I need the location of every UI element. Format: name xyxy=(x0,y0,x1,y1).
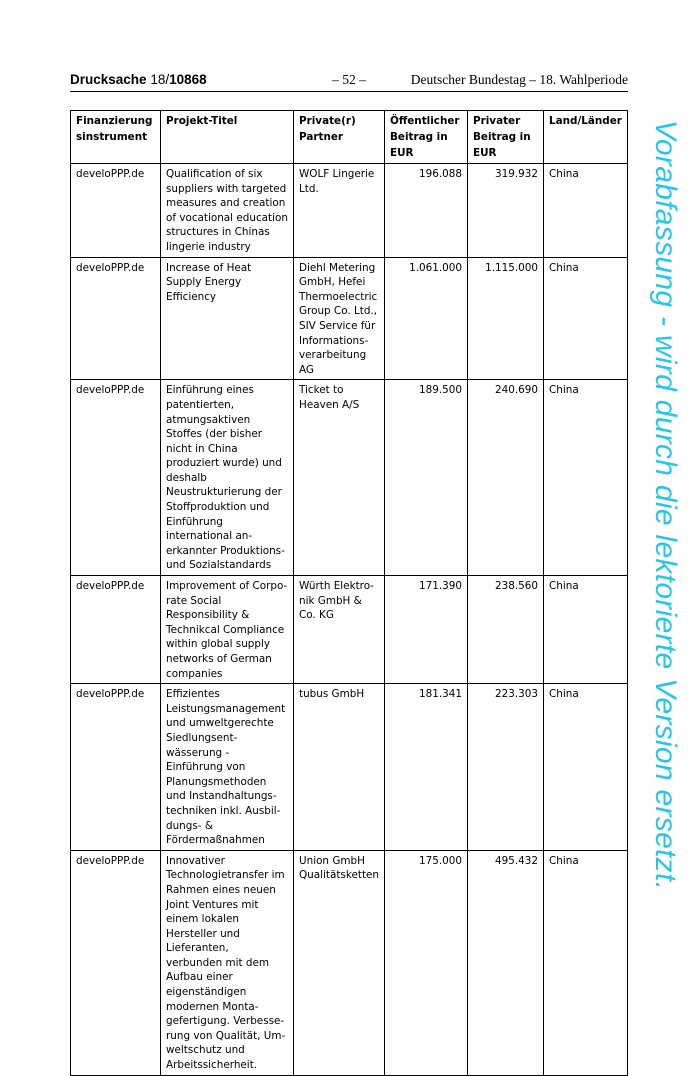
document-number-value: 10868 xyxy=(169,72,207,87)
project-table xyxy=(70,110,628,1076)
page-number: – 52 – xyxy=(332,72,366,87)
header-rule xyxy=(70,91,628,92)
page-header xyxy=(70,72,628,90)
table-row xyxy=(71,576,628,684)
cell-instrument: develoPPP.de xyxy=(71,684,161,851)
cell-public: 175.000 xyxy=(385,850,468,1075)
column-header-partner: Private(r) Partner xyxy=(294,111,385,164)
cell-country: China xyxy=(544,164,628,258)
cell-public: 196.088 xyxy=(385,164,468,258)
cell-private: 238.560 xyxy=(468,576,544,684)
table-row xyxy=(71,380,628,576)
cell-partner: Würth Elektronik GmbH & Co. KG xyxy=(294,576,385,684)
cell-public: 181.341 xyxy=(385,684,468,851)
cell-title: Qualification of six suppliers with targeted measures and creation of vocational education structures in Chinas lingerie industry xyxy=(161,164,294,258)
column-header-instrument: Finanzierungsinstrument xyxy=(71,111,161,164)
cell-country: China xyxy=(544,380,628,576)
publisher: Deutscher Bundestag – 18. Wahlperiode xyxy=(410,72,628,87)
cell-partner: Diehl Metering GmbH, Hefei Thermoelectric Group Co. Ltd., SIV Service für Informationsverarbeitung AG xyxy=(294,257,385,380)
column-header-country: Land/Länder xyxy=(544,111,628,164)
table-row xyxy=(71,257,628,380)
cell-public: 1.061.000 xyxy=(385,257,468,380)
cell-country: China xyxy=(544,257,628,380)
cell-instrument: develoPPP.de xyxy=(71,164,161,258)
cell-partner: Ticket to Heaven A/S xyxy=(294,380,385,576)
cell-private: 495.432 xyxy=(468,850,544,1075)
cell-instrument: develoPPP.de xyxy=(71,257,161,380)
column-header-public-contribution: Öffentlicher Beitrag in EUR xyxy=(385,111,468,164)
table-row xyxy=(71,684,628,851)
cell-country: China xyxy=(544,850,628,1075)
cell-title: Innovativer Technologietransfer im Rahmen eines neuen Joint Ventures mit einem lokalen Hersteller und Lieferanten, verbunden mit dem Aufbau einer eigenständigen modernen Montagefertigung. Verbesserung von Qualität, Umweltschutz und Arbeitssicherheit. xyxy=(161,850,294,1075)
cell-partner: Union GmbH Qualitätsketten xyxy=(294,850,385,1075)
table-header-row xyxy=(71,111,628,164)
cell-partner: tubus GmbH xyxy=(294,684,385,851)
cell-title: Increase of Heat Supply Energy Efficiency xyxy=(161,257,294,380)
cell-public: 171.390 xyxy=(385,576,468,684)
cell-title: Effizientes Leistungsmanagement und umweltgerechte Siedlungsentwässerung - Einführung von Planungsmethoden und Instandhaltungstechniken inkl. Ausbildungs- & Fördermaßnahmen xyxy=(161,684,294,851)
cell-private: 1.115.000 xyxy=(468,257,544,380)
column-header-private-contribution: Privater Beitrag in EUR xyxy=(468,111,544,164)
cell-private: 223.303 xyxy=(468,684,544,851)
table-row xyxy=(71,850,628,1075)
cell-instrument: develoPPP.de xyxy=(71,380,161,576)
cell-country: China xyxy=(544,576,628,684)
document-number-prefix: 18/ xyxy=(150,72,170,87)
cell-title: Einführung eines patentierten, atmungsaktiven Stoffes (der bisher nicht in China produziert wurde) und deshalb Neustrukturierung der Stoffproduktion und Einführung international anerkannter Produktions- und Sozialstandards xyxy=(161,380,294,576)
document-label: Drucksache xyxy=(70,72,147,87)
cell-private: 319.932 xyxy=(468,164,544,258)
cell-partner: WOLF Lingerie Ltd. xyxy=(294,164,385,258)
column-header-title: Projekt-Titel xyxy=(161,111,294,164)
cell-private: 240.690 xyxy=(468,380,544,576)
cell-title: Improvement of Corporate Social Responsibility & Technikcal Compliance within global supply networks of German companies xyxy=(161,576,294,684)
table-row xyxy=(71,164,628,258)
cell-country: China xyxy=(544,684,628,851)
cell-public: 189.500 xyxy=(385,380,468,576)
cell-instrument: develoPPP.de xyxy=(71,576,161,684)
draft-watermark: Vorabfassung - wird durch die lektorierte Version ersetzt. xyxy=(649,119,682,891)
cell-instrument: develoPPP.de xyxy=(71,850,161,1075)
